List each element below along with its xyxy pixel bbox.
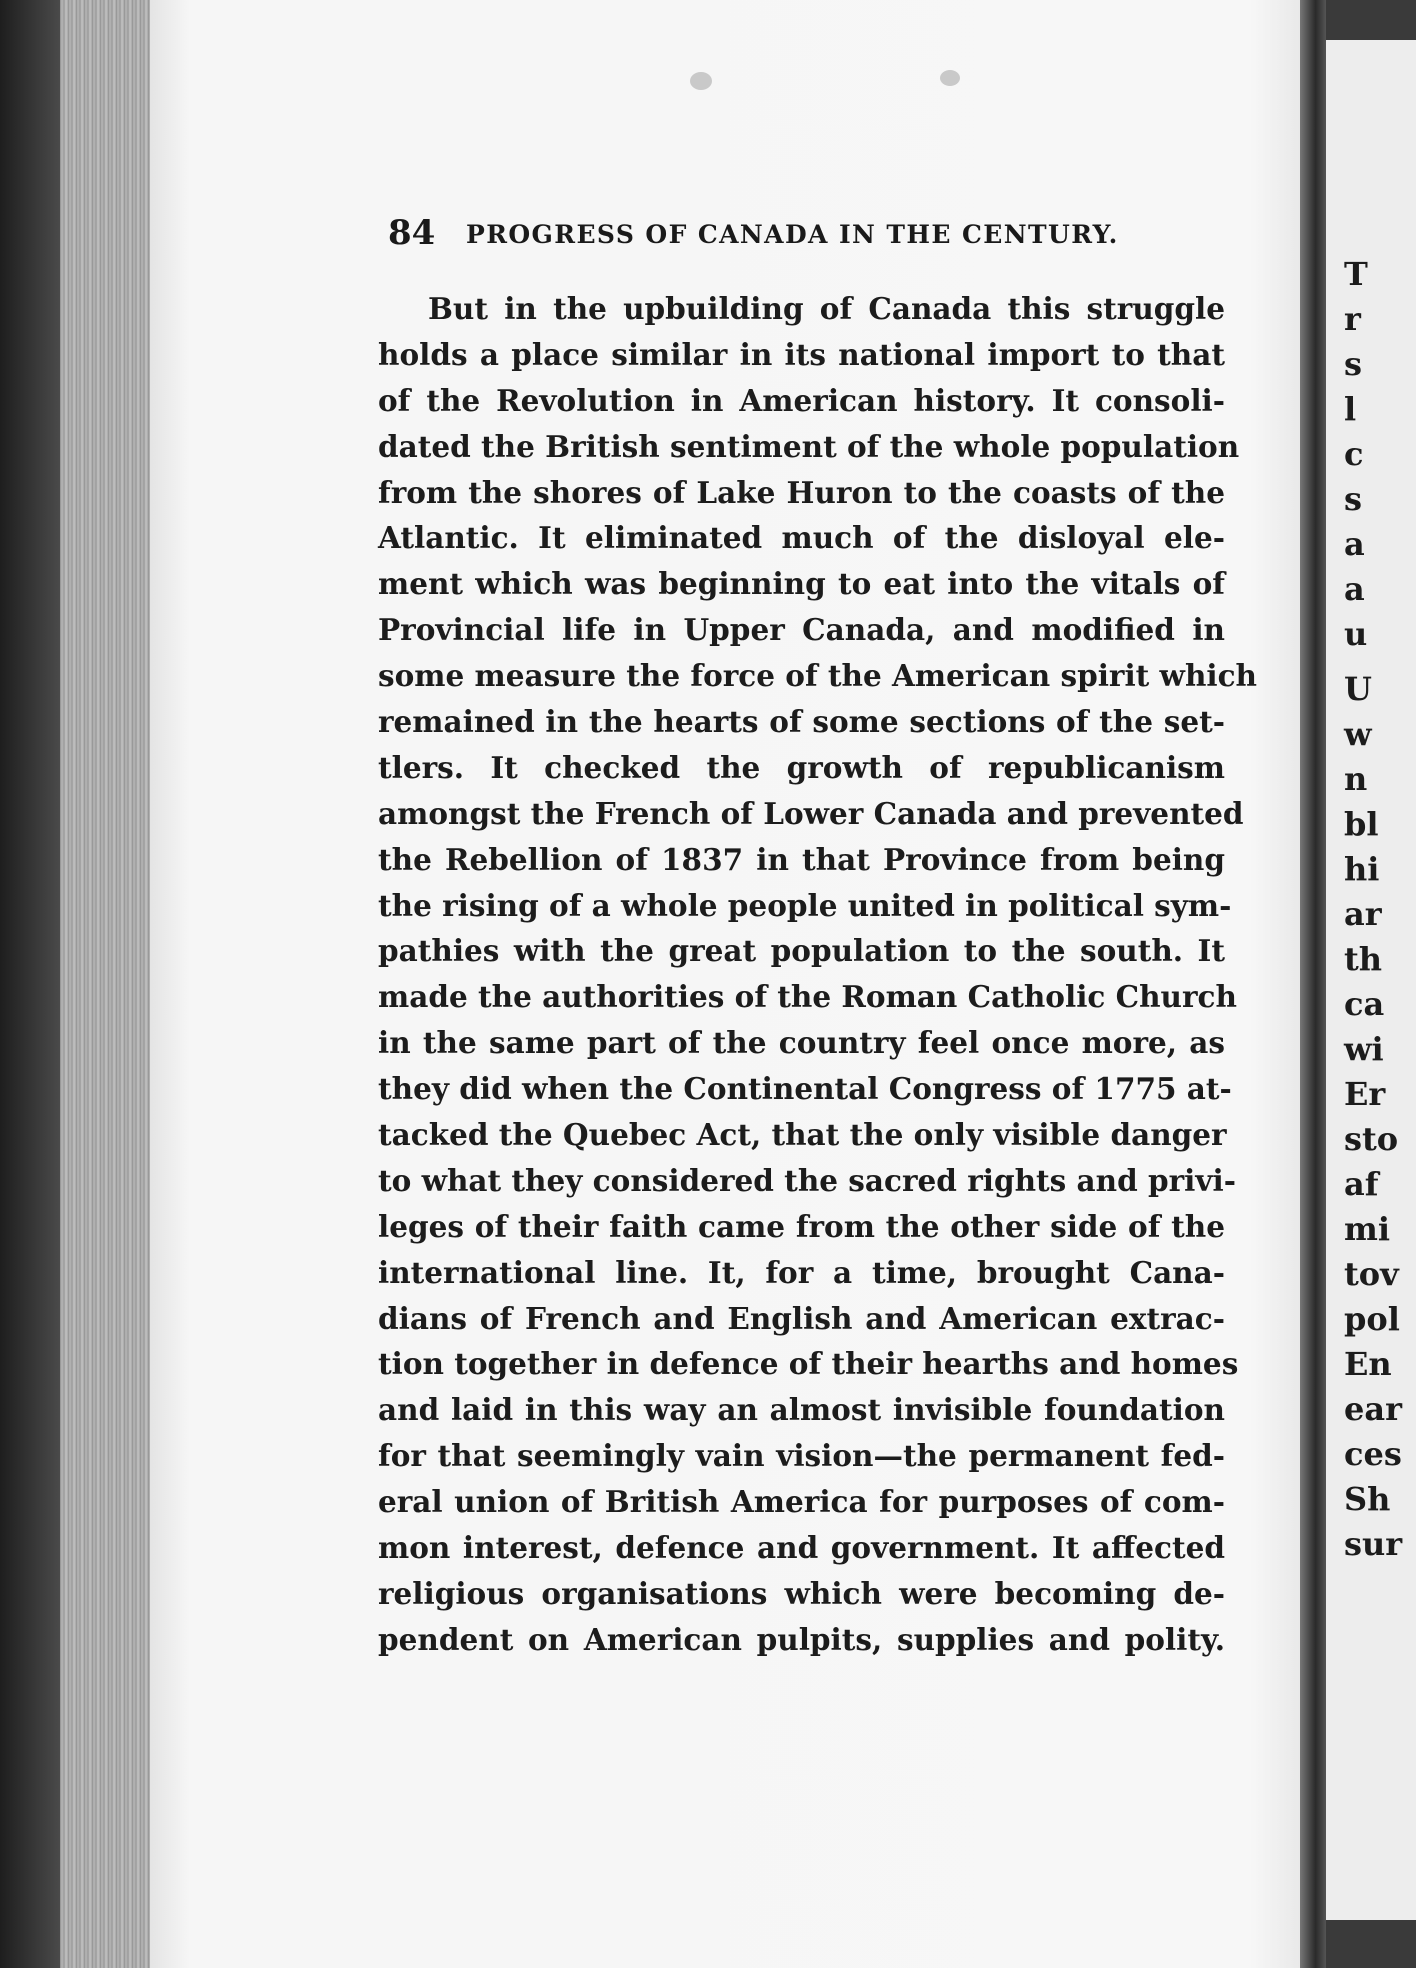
facing-page-fragment: Er — [1344, 1075, 1386, 1113]
text-line: ment which was beginning to eat into the vitals of — [378, 566, 1225, 602]
facing-page-fragment: s — [1344, 345, 1363, 383]
text-line: dated the British sentiment of the whole population — [378, 428, 1240, 464]
facing-page — [1326, 40, 1416, 1920]
text-line: they did when the Continental Congress of 1775 at- — [378, 1071, 1232, 1107]
text-line: in the same part of the country feel once more, as — [378, 1025, 1225, 1061]
text-line: international line. It, for a time, brought Cana- — [378, 1254, 1225, 1290]
paper-blemish — [690, 72, 712, 90]
text-line: made the authorities of the Roman Catholic Church — [378, 979, 1237, 1015]
text-line: dians of French and English and American extrac- — [378, 1300, 1225, 1336]
facing-page-fragment: Sh — [1344, 1480, 1391, 1518]
text-line: pendent on American pulpits, supplies and polity. — [378, 1621, 1225, 1657]
paper-blemish — [940, 70, 960, 86]
text-line: Atlantic. It eliminated much of the disloyal ele- — [378, 520, 1225, 556]
facing-page-fragment: ear — [1344, 1390, 1402, 1428]
book-binding-shadow — [0, 0, 60, 1968]
running-title: PROGRESS OF CANADA IN THE CENTURY. — [466, 220, 1119, 249]
facing-page-fragment: T — [1344, 255, 1368, 293]
text-line: Provincial life in Upper Canada, and modified in — [378, 612, 1225, 648]
text-line: the Rebellion of 1837 in that Province from being — [378, 841, 1225, 877]
facing-page-fragment: tov — [1344, 1255, 1399, 1293]
facing-page-fragment: l — [1344, 390, 1357, 428]
text-line: tion together in defence of their hearths and homes — [378, 1346, 1239, 1382]
facing-page-fragment: ces — [1344, 1435, 1402, 1473]
facing-page-fragment: th — [1344, 940, 1383, 978]
facing-page-fragment: pol — [1344, 1300, 1400, 1338]
text-line: tacked the Quebec Act, that the only visible danger — [378, 1117, 1227, 1153]
facing-page-fragment: mi — [1344, 1210, 1391, 1248]
text-line: for that seemingly vain vision—the permanent fed- — [378, 1438, 1225, 1474]
facing-page-fragment: ar — [1344, 895, 1382, 933]
facing-page-fragment: ca — [1344, 985, 1385, 1023]
facing-page-fragment: sur — [1344, 1525, 1403, 1563]
facing-page-fragment: a — [1344, 570, 1365, 608]
facing-page-fragment: hi — [1344, 850, 1380, 888]
facing-page-fragment: U — [1344, 670, 1372, 708]
text-line: tlers. It checked the growth of republicanism — [378, 749, 1225, 785]
facing-page-fragment: u — [1344, 615, 1368, 653]
facing-page-fragment: r — [1344, 300, 1361, 338]
text-line: from the shores of Lake Huron to the coasts of the — [378, 474, 1225, 510]
text-line: some measure the force of the American spirit which — [378, 658, 1258, 694]
text-line: eral union of British America for purposes of com- — [378, 1484, 1225, 1520]
text-line: leges of their faith came from the other side of the — [378, 1208, 1225, 1244]
facing-page-fragment: sto — [1344, 1120, 1399, 1158]
text-line: of the Revolution in American history. It consoli- — [378, 382, 1225, 418]
text-line: pathies with the great population to the south. It — [378, 933, 1225, 969]
facing-page-fragment: w — [1344, 715, 1372, 753]
facing-page-fragment: a — [1344, 525, 1365, 563]
text-line: the rising of a whole people united in political sym- — [378, 887, 1232, 923]
text-line: remained in the hearts of some sections of the set- — [378, 704, 1225, 740]
page-number: 84 — [388, 213, 436, 253]
text-line: religious organisations which were becoming de- — [378, 1575, 1225, 1611]
text-line: holds a place similar in its national import to that — [378, 336, 1225, 372]
facing-page-fragment: s — [1344, 480, 1363, 518]
text-line: But in the upbuilding of Canada this struggle — [428, 291, 1225, 326]
facing-page-fragment: wi — [1344, 1030, 1384, 1068]
facing-page-fragment: n — [1344, 760, 1368, 798]
facing-page-fragment: bl — [1344, 805, 1379, 843]
facing-page-fragment: c — [1344, 435, 1364, 473]
body-paragraph — [378, 286, 1258, 1663]
text-line: to what they considered the sacred rights and privi- — [378, 1162, 1236, 1198]
text-line: amongst the French of Lower Canada and prevented — [378, 795, 1244, 831]
facing-page-fragment: af — [1344, 1165, 1379, 1203]
text-line: mon interest, defence and government. It affected — [378, 1530, 1225, 1566]
book-gutter — [1300, 0, 1326, 1968]
facing-page-fragment: En — [1344, 1345, 1392, 1383]
text-line: and laid in this way an almost invisible foundation — [378, 1392, 1225, 1428]
